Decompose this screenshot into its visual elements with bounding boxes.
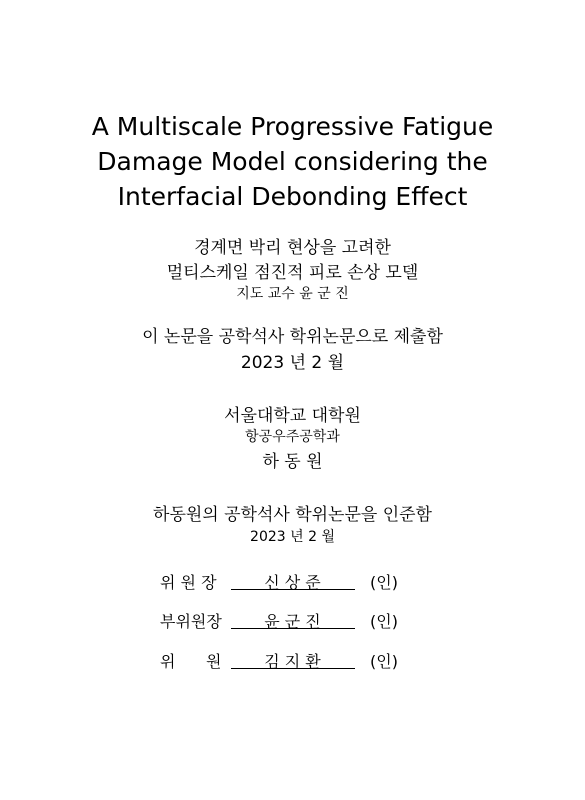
signature-line (231, 628, 355, 629)
department-name: 항공우주공학과 (245, 429, 340, 445)
author-name: 하 동 원 (262, 452, 323, 472)
signature-line (231, 589, 355, 590)
approval-date: 2023 년 2 월 (250, 529, 335, 545)
english-title-line-1: A Multiscale Progressive Fatigue (91, 112, 494, 141)
submission-statement: 이 논문을 공학석사 학위논문으로 제출함 (142, 327, 443, 347)
signature-line (231, 668, 355, 669)
korean-title-line-1: 경계면 박리 현상을 고려한 (194, 238, 391, 258)
seal-mark: (인) (370, 652, 398, 671)
committee-row-vice-chair (0, 609, 585, 631)
seal-mark: (인) (370, 573, 398, 592)
approval-statement: 하동원의 공학석사 학위논문을 인준함 (153, 505, 432, 525)
committee-role: 위 원 장 (160, 573, 217, 592)
university-name: 서울대학교 대학원 (224, 406, 361, 426)
submission-date: 2023 년 2 월 (240, 353, 345, 373)
english-title-line-2: Damage Model considering the (97, 147, 488, 176)
committee-row-member (0, 649, 585, 671)
committee-member-name: 김 지 환 (264, 652, 321, 671)
committee-member-name: 신 상 준 (264, 573, 321, 592)
advisor-line: 지도 교수 윤 군 진 (236, 286, 349, 302)
committee-role: 위 원 (160, 652, 222, 671)
english-title-line-3: Interfacial Debonding Effect (117, 182, 468, 211)
committee-row-chair (0, 570, 585, 592)
seal-mark: (인) (370, 612, 398, 631)
committee-role: 부위원장 (160, 612, 222, 631)
korean-title-line-2: 멀티스케일 점진적 피로 손상 모델 (166, 263, 419, 283)
committee-member-name: 윤 군 진 (264, 612, 321, 631)
